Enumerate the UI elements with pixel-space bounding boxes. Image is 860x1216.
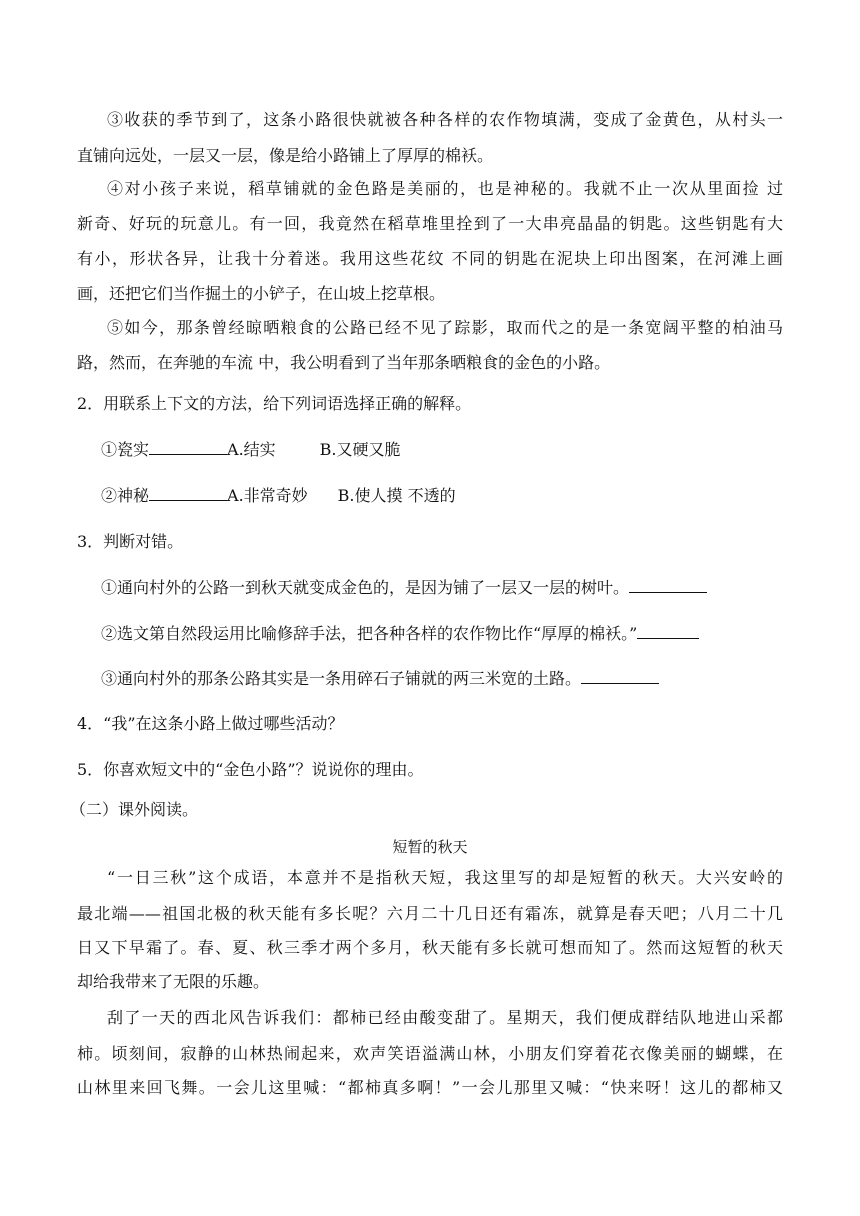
q2-item2-option-b: B.使人摸 不透的 bbox=[337, 486, 456, 505]
passage-b-p1-line3: 日又下早霜了。春、夏、秋三季才两个多月，秋天能有多长就可想而知了。然而这短暂的秋天 bbox=[77, 938, 783, 957]
question-2-prompt: 2．用联系上下文的方法，给下列词语选择正确的解释。 bbox=[77, 394, 472, 413]
answer-blank[interactable] bbox=[581, 667, 659, 684]
question-5-prompt: 5．你喜欢短文中的“金色小路”？说说你的理由。 bbox=[77, 760, 424, 779]
question-3-item-1 bbox=[101, 576, 707, 599]
q2-item1-option-a: A.结实 bbox=[227, 440, 276, 459]
passage-a-p5-line1: ⑤如今，那条曾经晾晒粮食的公路已经不见了踪影，取而代之的是一条宽阔平整的柏油马 bbox=[107, 318, 783, 337]
q3-item2-text: ②选文第自然段运用比喻修辞手法，把各种各样的农作物比作“厚厚的棉袄。” bbox=[101, 624, 638, 643]
passage-b-p1-line2: 最北端——祖国北极的秋天能有多长呢？六月二十几日还有霜冻，就算是春天吧；八月二十几 bbox=[77, 904, 783, 923]
passage-b-p1-line1: “一日三秋”这个成语，本意并不是指秋天短，我这里写的却是短暂的秋天。大兴安岭的 bbox=[107, 868, 783, 887]
passage-b-title: 短暂的秋天 bbox=[392, 838, 468, 856]
passage-a-p4-line3: 有小，形状各异，让我十分着迷。我用这些花纹 不同的钥匙在泥块上印出图案，在河滩上画 bbox=[77, 249, 783, 268]
passage-a-p3-line2: 直铺向远处，一层又一层，像是给小路铺上了厚厚的棉袄。 bbox=[77, 146, 494, 165]
q2-item2-option-a: A.非常奇妙 bbox=[227, 486, 308, 505]
passage-b-p1-line4: 却给我带来了无限的乐趣。 bbox=[77, 972, 270, 991]
passage-b-p2-line1: 刮了一天的西北风告诉我们：都柿已经由酸变甜了。星期天，我们便成群结队地进山采都 bbox=[107, 1008, 783, 1027]
answer-blank[interactable] bbox=[149, 484, 227, 501]
passage-a-p5-line2: 路，然而，在奔驰的车流 中，我公明看到了当年那条晒粮食的金色的小路。 bbox=[77, 353, 611, 372]
q3-item1-text: ①通向村外的公路一到秋天就变成金色的，是因为铺了一层又一层的树叶。 bbox=[101, 578, 630, 597]
question-2-item-1 bbox=[101, 438, 401, 461]
answer-blank[interactable] bbox=[637, 622, 699, 639]
passage-a-p3-line1: ③收获的季节到了，这条小路很快就被各种各样的农作物填满，变成了金黄色，从村头一 bbox=[107, 110, 783, 129]
question-4-prompt: 4．“我”在这条小路上做过哪些活动？ bbox=[77, 714, 344, 733]
passage-a-p4-line1: ④对小孩子来说，稻草铺就的金色路是美丽的，也是神秘的。我就不止一次从里面捡 过 bbox=[107, 179, 783, 198]
q3-item3-text: ③通向村外的那条公路其实是一条用碎石子铺就的两三米宽的土路。 bbox=[101, 669, 582, 688]
passage-b-p2-line2: 柿。顷刻间，寂静的山林热闹起来，欢声笑语溢满山林，小朋友们穿着花衣像美丽的蝴蝶，在 bbox=[77, 1044, 783, 1063]
q2-item1-option-b: B.又硬又脆 bbox=[319, 440, 401, 459]
q2-item2-word: ②神秘 bbox=[101, 486, 150, 505]
question-3-item-2 bbox=[101, 622, 699, 645]
passage-a-p4-line2: 新奇、好玩的玩意儿。有一回，我竟然在稻草堆里拴到了一大串亮晶晶的钥匙。这些钥匙有大 bbox=[77, 214, 783, 233]
answer-blank[interactable] bbox=[629, 576, 707, 593]
question-2-item-2 bbox=[101, 484, 456, 507]
passage-b-p2-line3: 山林里来回飞舞。一会儿这里喊：“都柿真多啊！”一会儿那里又喊：“快来呀！这儿的都柿又 bbox=[77, 1078, 783, 1097]
passage-a-p4-line4: 画，还把它们当作掘土的小铲子，在山坡上挖草根。 bbox=[77, 284, 446, 303]
section-2-heading: （二）课外阅读。 bbox=[70, 800, 199, 819]
q2-item1-word: ①瓷实 bbox=[101, 440, 150, 459]
answer-blank[interactable] bbox=[149, 438, 227, 455]
question-3-prompt: 3．判断对错。 bbox=[77, 532, 184, 551]
question-3-item-3 bbox=[101, 667, 659, 690]
